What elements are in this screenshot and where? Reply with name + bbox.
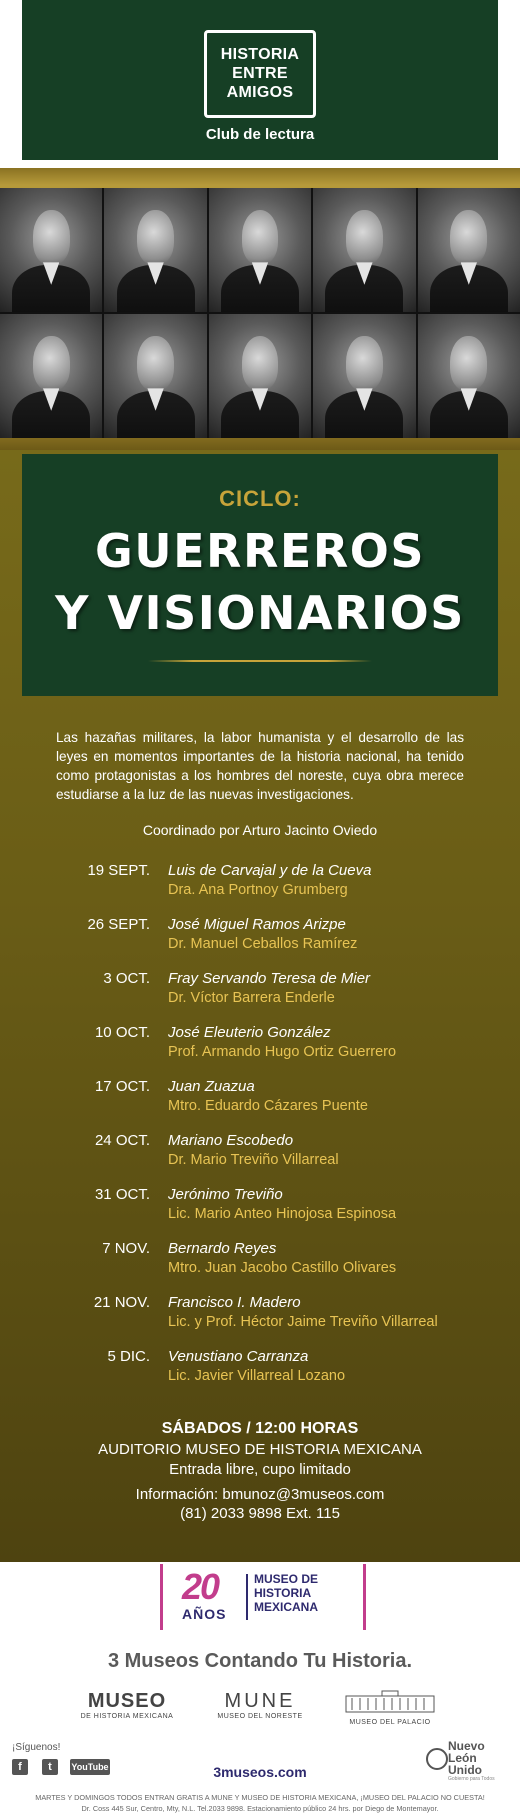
session-item	[0, 1240, 520, 1288]
header-panel	[22, 0, 498, 160]
session-speaker: Prof. Armando Hugo Ortiz Guerrero	[168, 1044, 397, 1060]
website-link[interactable]: 3museos.com	[213, 1764, 307, 1780]
nl-line-3: Unido	[448, 1763, 482, 1777]
schedule-day-time: SÁBADOS / 12:00 HORAS	[161, 1420, 359, 1437]
session-date: 5 DIC.	[107, 1348, 150, 1365]
session-topic: Bernardo Reyes	[168, 1240, 277, 1257]
session-topic: Luis de Carvajal y de la Cueva	[168, 862, 372, 879]
historia-entre-amigos-logo	[204, 30, 316, 118]
session-item	[0, 916, 520, 964]
portrait-photo	[104, 314, 206, 438]
session-topic: Mariano Escobedo	[168, 1132, 294, 1149]
session-item	[0, 970, 520, 1018]
session-date: 10 OCT.	[94, 1024, 150, 1041]
session-speaker: Lic. Javier Villarreal Lozano	[168, 1368, 346, 1384]
museo-historia-logo[interactable]	[72, 1690, 182, 1720]
club-label: Club de lectura	[205, 126, 315, 143]
session-topic: Francisco I. Madero	[168, 1294, 301, 1311]
coordinator: Coordinado por Arturo Jacinto Oviedo	[142, 822, 378, 838]
museum-1-subtitle: DE HISTORIA MEXICANA	[80, 1713, 174, 1720]
session-speaker: Dr. Víctor Barrera Enderle	[168, 990, 335, 1006]
anniversary-divider	[246, 1574, 248, 1620]
palace-icon	[342, 1690, 438, 1714]
session-item	[0, 1348, 520, 1396]
museum-2-name: MUNE	[224, 1690, 296, 1712]
session-item	[0, 1294, 520, 1342]
portrait-photo	[104, 188, 206, 312]
session-topic: Jerónimo Treviño	[168, 1186, 283, 1203]
nuevo-leon-tagline: Gobierno para Todos	[448, 1776, 495, 1782]
session-topic: Fray Servando Teresa de Mier	[168, 970, 371, 987]
contact-phone: (81) 2033 9898 Ext. 115	[180, 1505, 340, 1522]
follow-label: ¡Síguenos!	[12, 1742, 61, 1753]
session-item	[0, 1186, 520, 1234]
cycle-title-line-1: GUERREROS	[95, 524, 425, 578]
portrait-photo	[0, 314, 102, 438]
session-topic: José Eleuterio González	[168, 1024, 331, 1041]
title-divider	[148, 660, 372, 662]
portrait-photo	[313, 188, 415, 312]
mune-logo[interactable]	[208, 1690, 312, 1720]
portrait-photo	[313, 314, 415, 438]
session-item	[0, 862, 520, 910]
session-speaker: Mtro. Eduardo Cázares Puente	[168, 1098, 368, 1114]
portrait-photo	[418, 188, 520, 312]
contact-email[interactable]: Información: bmunoz@3museos.com	[135, 1486, 385, 1503]
facebook-icon[interactable]: f	[12, 1759, 28, 1775]
session-date: 17 OCT.	[94, 1078, 150, 1095]
museum-2-subtitle: MUSEO DEL NORESTE	[217, 1713, 303, 1720]
session-date: 3 OCT.	[103, 970, 150, 987]
museo-palacio-logo[interactable]	[338, 1690, 442, 1726]
session-speaker: Lic. Mario Anteo Hinojosa Espinosa	[168, 1206, 397, 1222]
legal-note-1: MARTES Y DOMINGOS TODOS ENTRAN GRATIS A MUNE Y MUSEO DE HISTORIA MEXICANA, ¡MUSEO DEL PALACIO NO CUESTA!	[35, 1793, 485, 1802]
session-date: 24 OCT.	[94, 1132, 150, 1149]
session-speaker: Dr. Manuel Ceballos Ramírez	[168, 936, 358, 952]
youtube-icon[interactable]: YouTube	[70, 1759, 110, 1775]
cycle-label: CICLO:	[219, 486, 301, 511]
portrait-photo	[418, 314, 520, 438]
legal-note-2: Dr. Coss 445 Sur, Centro, Mty, N.L. Tel.2033 9898. Estacionamiento público 24 hrs. por Diego de Montemayor.	[81, 1804, 439, 1813]
twitter-icon[interactable]: t	[42, 1759, 58, 1775]
anniversary-number: 20	[182, 1566, 219, 1607]
session-item	[0, 1132, 520, 1180]
session-date: 31 OCT.	[94, 1186, 150, 1203]
nuevo-leon-logo	[448, 1740, 485, 1776]
session-topic: José Miguel Ramos Arizpe	[168, 916, 346, 933]
cycle-title-line-2: Y VISIONARIOS	[55, 586, 465, 640]
session-speaker: Dra. Ana Portnoy Grumberg	[168, 882, 348, 898]
portrait-photo	[0, 188, 102, 312]
portrait-grid	[0, 188, 520, 438]
session-speaker: Lic. y Prof. Héctor Jaime Treviño Villarreal	[168, 1314, 438, 1330]
session-item	[0, 1024, 520, 1072]
museum-1-name: MUSEO	[87, 1690, 167, 1712]
session-date: 21 NOV.	[93, 1294, 150, 1311]
nuevo-leon-emblem-icon	[426, 1748, 448, 1770]
session-topic: Venustiano Carranza	[168, 1348, 309, 1365]
session-speaker: Dr. Mario Treviño Villarreal	[168, 1152, 339, 1168]
anniversary-word: AÑOS	[182, 1606, 227, 1622]
session-item	[0, 1078, 520, 1126]
schedule-venue: AUDITORIO MUSEO DE HISTORIA MEXICANA	[98, 1441, 422, 1458]
intro-paragraph: Las hazañas militares, la labor humanista y el desarrollo de las leyes en momentos importantes de la historia nacional, ha tenido como protagonistas a los hombres del noreste, cuya obra merece estudiarse a la luz de las nuevas investigaciones.	[56, 730, 464, 802]
museum-3-name: MUSEO DEL PALACIO	[349, 1719, 431, 1726]
session-date: 26 SEPT.	[87, 916, 150, 933]
session-topic: Juan Zuazua	[168, 1078, 255, 1095]
logo-line-2: ENTRE	[232, 65, 288, 82]
session-date: 7 NOV.	[102, 1240, 150, 1257]
session-speaker: Mtro. Juan Jacobo Castillo Olivares	[168, 1260, 397, 1276]
schedule-entry-note: Entrada libre, cupo limitado	[169, 1461, 351, 1478]
logo-line-3: AMIGOS	[226, 84, 294, 101]
logo-line-1: HISTORIA	[220, 46, 300, 63]
portrait-photo	[209, 188, 311, 312]
nl-line-2: León	[448, 1751, 477, 1765]
portrait-photo	[209, 314, 311, 438]
session-date: 19 SEPT.	[87, 862, 150, 879]
anniversary-museum-name: MUSEO DE HISTORIA MEXICANA	[254, 1572, 319, 1614]
slogan: 3 Museos Contando Tu Historia.	[107, 1650, 413, 1672]
nl-line-1: Nuevo	[448, 1739, 485, 1753]
